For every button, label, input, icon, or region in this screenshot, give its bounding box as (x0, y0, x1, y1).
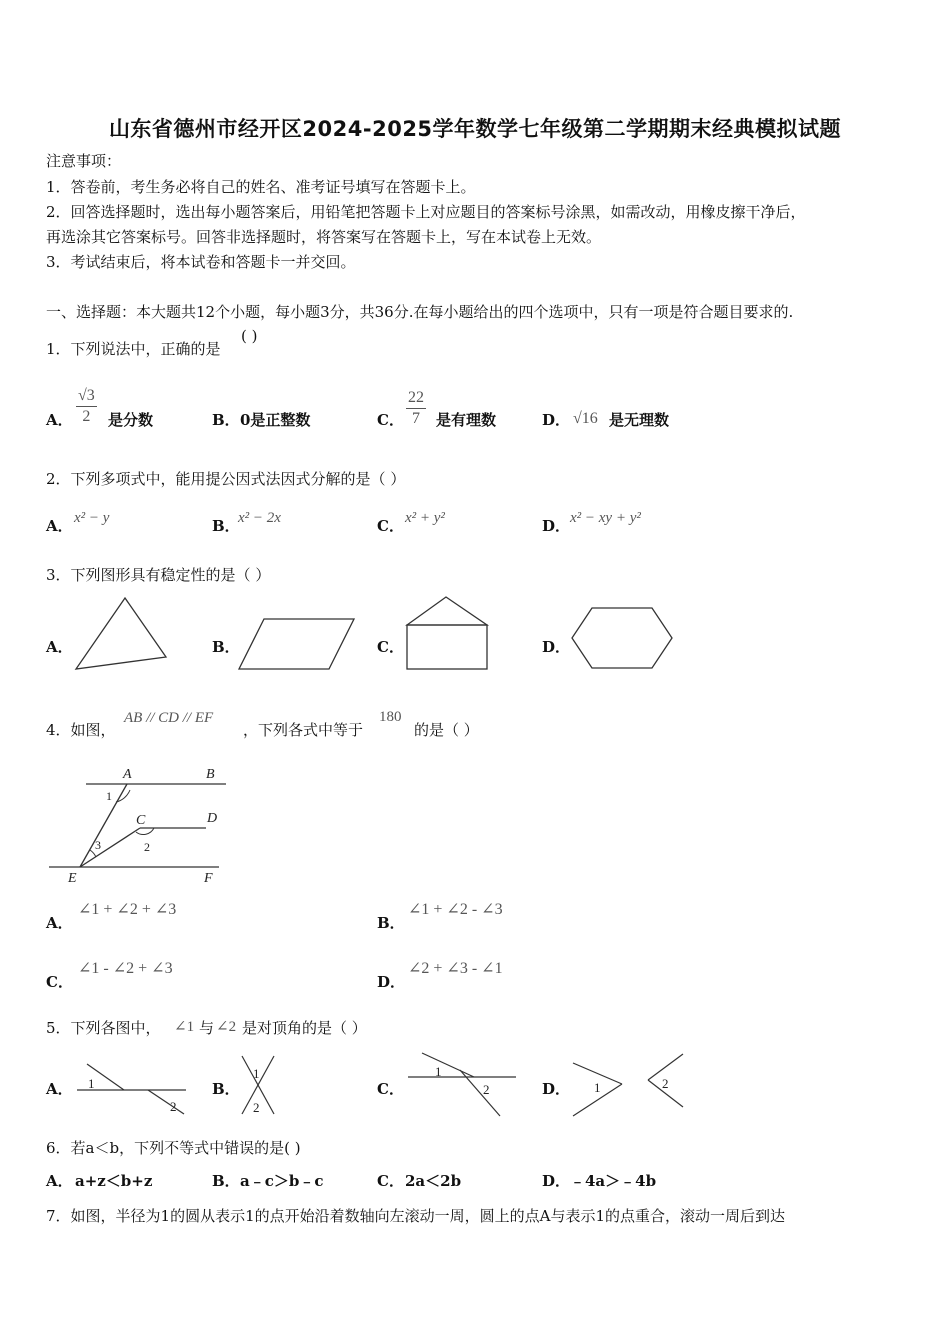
q3-option-a-label: A． (46, 638, 73, 656)
q3-option-b-label: B． (212, 638, 240, 656)
q3-hexagon-figure (568, 604, 676, 672)
q4-stem-pre: 4．如图， (46, 721, 116, 739)
q4-option-c-label: C． (46, 973, 73, 991)
q1-paren: ( ) (241, 327, 258, 345)
q4-stem-math: AB // CD // EF (124, 710, 214, 726)
q5-option-d-label: D． (542, 1080, 571, 1098)
q5-option-b-label: B． (212, 1080, 240, 1098)
q5-option-a-figure (72, 1060, 192, 1118)
q4-option-b-math: ∠1 + ∠2 - ∠3 (408, 901, 503, 918)
notice-item-2a: 2．回答选择题时，选出每小题答案后，用铅笔把答题卡上对应题目的答案标号涂黑，如需改动，用橡皮擦干净后， (46, 203, 806, 221)
notice-item-1: 1．答卷前，考生务必将自己的姓名、准考证号填写在答题卡上。 (46, 178, 476, 196)
q3-option-d-label: D． (542, 638, 571, 656)
q5-d-label-1: 1 (594, 1080, 601, 1095)
q4-fig-angle-3: 3 (95, 838, 101, 852)
q2-option-c-label: C． (377, 517, 404, 535)
q1-option-d-label: D． (542, 411, 571, 429)
q4-option-c-math: ∠1 - ∠2 + ∠3 (78, 960, 173, 977)
q3-house-figure (403, 593, 491, 673)
q4-fig-label-c: C (136, 813, 146, 828)
q5-stem-post: 是对顶角的是（ ） (242, 1019, 367, 1037)
q4-option-a-label: A． (46, 914, 73, 932)
q1-option-a-text: 是分数 (108, 411, 154, 429)
q4-fig-label-f: F (204, 871, 213, 886)
q5-option-b-figure (236, 1052, 280, 1118)
q2-option-b-label: B． (212, 517, 240, 535)
q5-c-label-1: 1 (435, 1064, 442, 1079)
q6-option-b-text: a﹣c＞b﹣c (240, 1172, 324, 1190)
q5-stem-angle-2: ∠2 (216, 1019, 237, 1035)
q3-triangle-figure (70, 592, 170, 676)
q4-parallel-lines-figure (44, 762, 234, 888)
q2-option-a-label: A． (46, 517, 73, 535)
page-title: 山东省德州市经开区2024-2025学年数学七年级第二学期期末经典模拟试题 (108, 117, 842, 141)
q5-stem-pre: 5．下列各图中， (46, 1019, 161, 1037)
q4-fig-label-a: A (123, 767, 132, 782)
q1-stem: 1．下列说法中，正确的是 (46, 340, 221, 358)
q4-fig-angle-1: 1 (106, 789, 112, 803)
q1-option-b-label: B． (212, 411, 240, 429)
q1-option-c-fraction (406, 388, 426, 429)
q6-option-a-label: A． (46, 1172, 73, 1190)
q5-d-label-2: 2 (662, 1076, 669, 1091)
q4-option-d-label: D． (377, 973, 406, 991)
q2-option-d-math: x² − xy + y² (570, 510, 641, 526)
notice-item-3: 3．考试结束后，将本试卷和答题卡一并交回。 (46, 253, 356, 271)
q5-option-d-figure (568, 1050, 688, 1120)
q6-option-a-text: a+z＜b+z (75, 1172, 153, 1190)
q1-option-a-fraction (76, 386, 97, 427)
q5-option-c-figure (404, 1050, 520, 1120)
q2-option-c-math: x² + y² (405, 510, 445, 526)
q1-a-numerator: √3 (76, 386, 97, 407)
q7-stem: 7．如图，半径为1的圆从表示1的点开始沿着数轴向左滚动一周，圆上的点A与表示1的点重合，滚动一周后到达 (46, 1207, 786, 1225)
notice-item-2b: 再选涂其它答案标号。回答非选择题时，将答案写在答题卡上，写在本试卷上无效。 (46, 228, 602, 246)
q5-a-label-1: 1 (88, 1076, 95, 1091)
q3-parallelogram-figure (234, 615, 358, 673)
q5-b-label-1: 1 (253, 1066, 260, 1081)
q6-stem: 6．若a＜b，下列不等式中错误的是( ) (46, 1139, 301, 1157)
q5-c-label-2: 2 (483, 1082, 490, 1097)
q1-option-b-text: 0是正整数 (240, 411, 311, 429)
q4-option-a-math: ∠1 + ∠2 + ∠3 (78, 901, 177, 918)
q6-option-d-label: D． (542, 1172, 571, 1190)
q5-stem-angle-1: ∠1 (174, 1019, 195, 1035)
q5-option-c-label: C． (377, 1080, 404, 1098)
q1-option-a-label: A． (46, 411, 73, 429)
q2-option-d-label: D． (542, 517, 571, 535)
q6-option-b-label: B． (212, 1172, 240, 1190)
q4-fig-angle-2: 2 (144, 840, 150, 854)
notice-heading: 注意事项： (46, 152, 122, 170)
q6-option-c-label: C． (377, 1172, 404, 1190)
q6-option-c-text: 2a＜2b (405, 1172, 462, 1190)
q1-option-d-text: 是无理数 (609, 411, 670, 429)
q2-option-b-math: x² − 2x (238, 510, 281, 526)
q4-stem-number: 180 (379, 709, 402, 725)
q4-fig-label-e: E (68, 871, 77, 886)
q5-a-label-2: 2 (170, 1099, 177, 1114)
q1-c-denominator: 7 (412, 410, 420, 427)
q5-option-a-label: A． (46, 1080, 73, 1098)
q4-fig-label-b: B (206, 767, 215, 782)
q4-stem-mid: ，下列各式中等于 (243, 721, 364, 739)
q1-c-numerator: 22 (406, 388, 426, 409)
q1-option-d-math: √16 (573, 410, 598, 427)
q4-fig-label-d: D (207, 811, 218, 826)
q2-option-a-math: x² − y (74, 510, 110, 526)
q1-option-c-text: 是有理数 (436, 411, 497, 429)
q5-stem-mid: 与 (199, 1019, 215, 1037)
q1-a-denominator: 2 (82, 408, 91, 425)
q5-b-label-2: 2 (253, 1100, 260, 1115)
section-1-header: 一、选择题：本大题共12个小题，每小题3分，共36分.在每小题给出的四个选项中，只有一项是符合题目要求的. (46, 303, 794, 321)
q1-option-c-label: C． (377, 411, 404, 429)
q4-option-d-math: ∠2 + ∠3 - ∠1 (408, 960, 503, 977)
q4-option-b-label: B． (377, 914, 405, 932)
q3-option-c-label: C． (377, 638, 404, 656)
q2-stem: 2．下列多项式中，能用提公因式法因式分解的是（ ） (46, 470, 406, 488)
q6-option-d-text: ﹣4a＞﹣4b (570, 1172, 657, 1190)
q4-stem-post: 的是（ ） (414, 721, 479, 739)
q3-stem: 3．下列图形具有稳定性的是（ ） (46, 566, 271, 584)
